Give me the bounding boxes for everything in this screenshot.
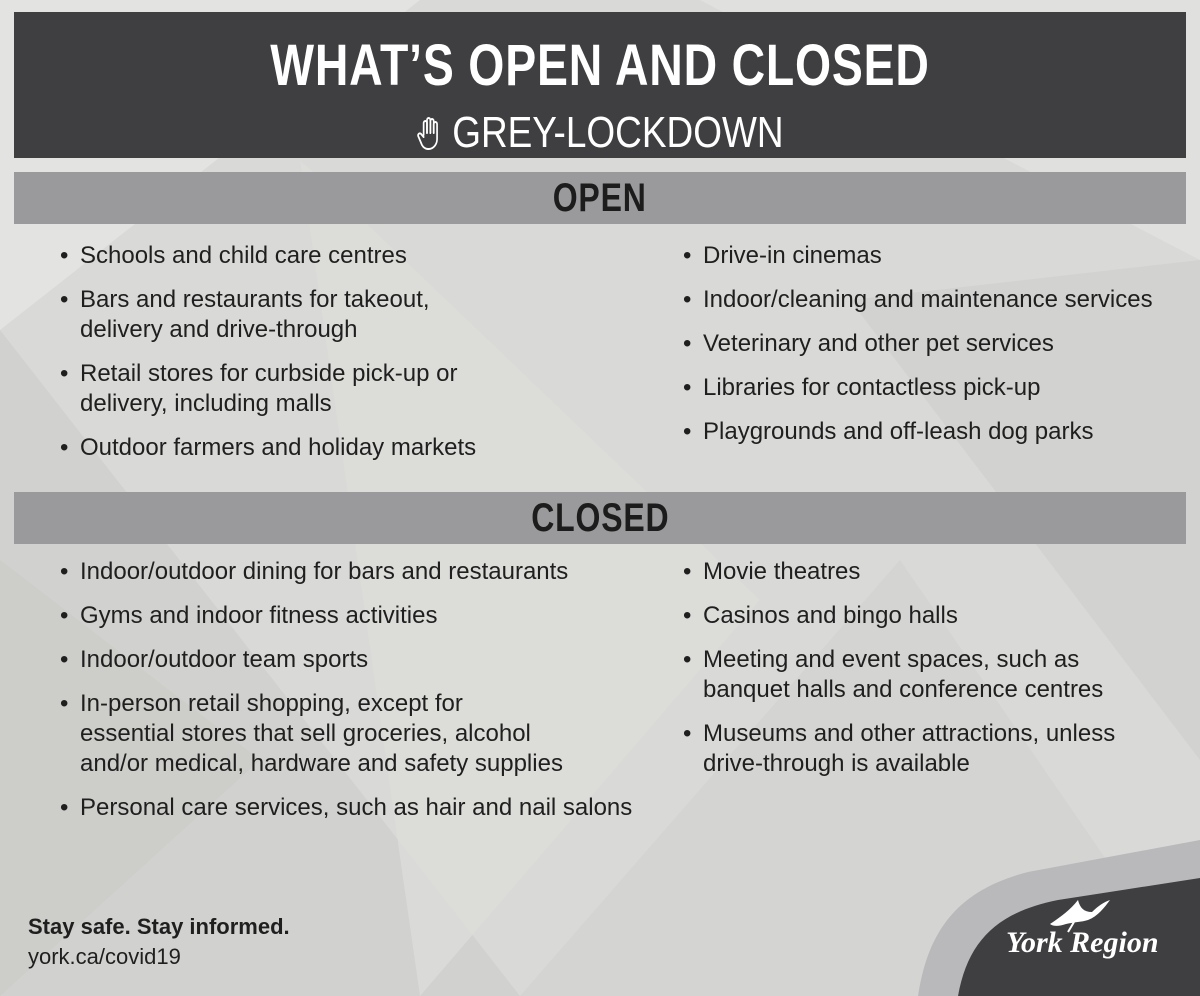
list-item: • Indoor/outdoor dining for bars and restaurants <box>60 557 660 587</box>
page-title: WHAT’S OPEN AND CLOSED <box>270 33 930 98</box>
closed-list-left <box>60 557 660 837</box>
list-item: • Outdoor farmers and holiday markets <box>60 433 530 463</box>
closed-list-right <box>683 557 1183 793</box>
list-item: • Casinos and bingo halls <box>683 601 1183 631</box>
open-list-left <box>60 241 530 477</box>
list-item: • Meeting and event spaces, such as banquet halls and conference centres <box>683 645 1183 705</box>
footer-tagline: Stay safe. Stay informed. <box>28 914 290 939</box>
york-region-logo-text: York Region <box>1006 926 1159 959</box>
list-item: • Drive-in cinemas <box>683 241 1183 271</box>
open-list-right <box>683 241 1183 461</box>
list-item: • Playgrounds and off-leash dog parks <box>683 417 1183 447</box>
subtitle-row <box>14 108 1186 158</box>
list-item: • Indoor/cleaning and maintenance services <box>683 285 1183 315</box>
list-item: • Indoor/outdoor team sports <box>60 645 660 675</box>
list-item: • Schools and child care centres <box>60 241 530 271</box>
list-item: • Personal care services, such as hair and nail salons <box>60 793 660 823</box>
header-banner <box>14 12 1186 158</box>
list-item: • Retail stores for curbside pick-up or delivery, including malls <box>60 359 530 419</box>
list-item: • Movie theatres <box>683 557 1183 587</box>
footer <box>28 912 290 972</box>
hand-stop-icon <box>417 115 442 151</box>
open-heading-band <box>14 172 1186 224</box>
list-item: • Bars and restaurants for takeout, delivery and drive-through <box>60 285 530 345</box>
list-item: • Museums and other attractions, unless drive-through is available <box>683 719 1183 779</box>
closed-heading: CLOSED <box>530 496 670 540</box>
subtitle-inner <box>417 109 784 157</box>
closed-heading-band <box>14 492 1186 544</box>
footer-url-link[interactable]: york.ca/covid19 <box>28 944 181 969</box>
open-heading: OPEN <box>553 176 647 220</box>
list-item: • In-person retail shopping, except for essential stores that sell groceries, alcohol and/or medical, hardware and safety supplies <box>60 689 660 779</box>
subtitle: GREY-LOCKDOWN <box>451 108 784 157</box>
list-item: • Veterinary and other pet services <box>683 329 1183 359</box>
list-item: • Gyms and indoor fitness activities <box>60 601 660 631</box>
list-item: • Libraries for contactless pick-up <box>683 373 1183 403</box>
